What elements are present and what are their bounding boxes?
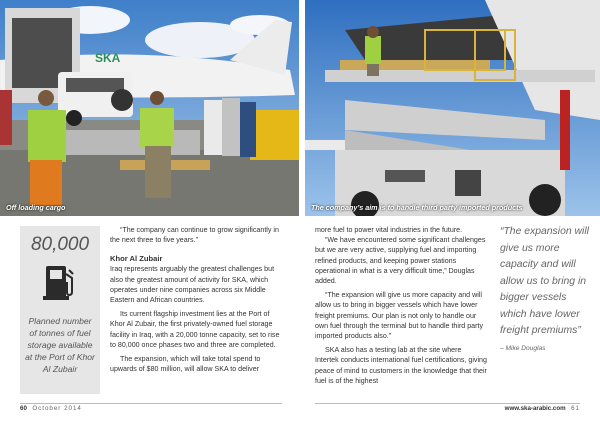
aircraft-livery-text: SKA [95, 51, 121, 65]
cargo-photo [0, 0, 299, 216]
page-number-left: 60 [20, 405, 27, 412]
paragraph: SKA also has a testing lab at the site where Intertek conducts international fuel certifications, giving peace of mind to customers in the knowledge that their fuel is of the highest [315, 346, 487, 385]
issue-date: October 2014 [32, 405, 82, 412]
photo-caption-right: The company’s aim is to handle third party imported products [311, 203, 523, 212]
footer-right [505, 405, 580, 412]
website: www.ska-arabic.com [504, 405, 566, 412]
footer-rule-left [20, 403, 282, 404]
pull-quote-attribution: – Mike Douglas [500, 344, 546, 352]
pull-quote-text: “The expansion will give us more capacity and will allow us to bring in bigger vessels which have lower freight premiums” [500, 226, 589, 336]
equipment-photo [305, 0, 600, 216]
paragraph: The expansion, which will take total spend to upwards of $80 million, will allow SKA to deliver [110, 355, 261, 374]
photo-caption-left: Off loading cargo [6, 203, 66, 212]
stat-sidebar [20, 226, 100, 394]
paragraph: “The company can continue to grow significantly in the next three to five years.” [110, 226, 279, 245]
footer-left [20, 405, 82, 412]
paragraph: Iraq represents arguably the greatest challenges but also the greatest amount of activity for SKA, which operates under nine companies across six Middle Eastern and African countries. [110, 265, 275, 305]
fuel-pump-icon [40, 262, 80, 302]
footer-rule-right [315, 403, 580, 404]
pull-quote [500, 224, 590, 354]
stat-description: Planned number of tonnes of fuel storage available at the Port of Khor Al Zubair [25, 316, 95, 374]
section-heading: Khor Al Zubair [110, 254, 163, 264]
paragraph: “The expansion will give us more capacity and will allow us to bring in bigger vessels which have lower freight premiums. Our plan is not only to handle our own fuel through the terminal but to handle third party imported products also.” [315, 291, 483, 341]
article-column-2 [315, 225, 487, 386]
page-number-right: 61 [571, 405, 580, 412]
equipment-photo-illustration [305, 0, 600, 216]
paragraph: “We have encountered some significant challenges but we are very active, supplying fuel and importing refined products, and keeping power stations operational in what is a very difficult time,” Douglas added. [315, 236, 486, 286]
cargo-photo-illustration [0, 0, 299, 216]
stat-value: 80,000 [30, 234, 90, 255]
paragraph: more fuel to power vital industries in the future. [315, 226, 463, 234]
article-column-1 [110, 225, 282, 374]
paragraph: Its current flagship investment lies at the Port of Khor Al Zubair, the first privately-owned fuel storage facility in Iraq, with a 20,000 tonne capacity, set to rise to 80,000 once phases two and three are completed. [110, 310, 280, 349]
